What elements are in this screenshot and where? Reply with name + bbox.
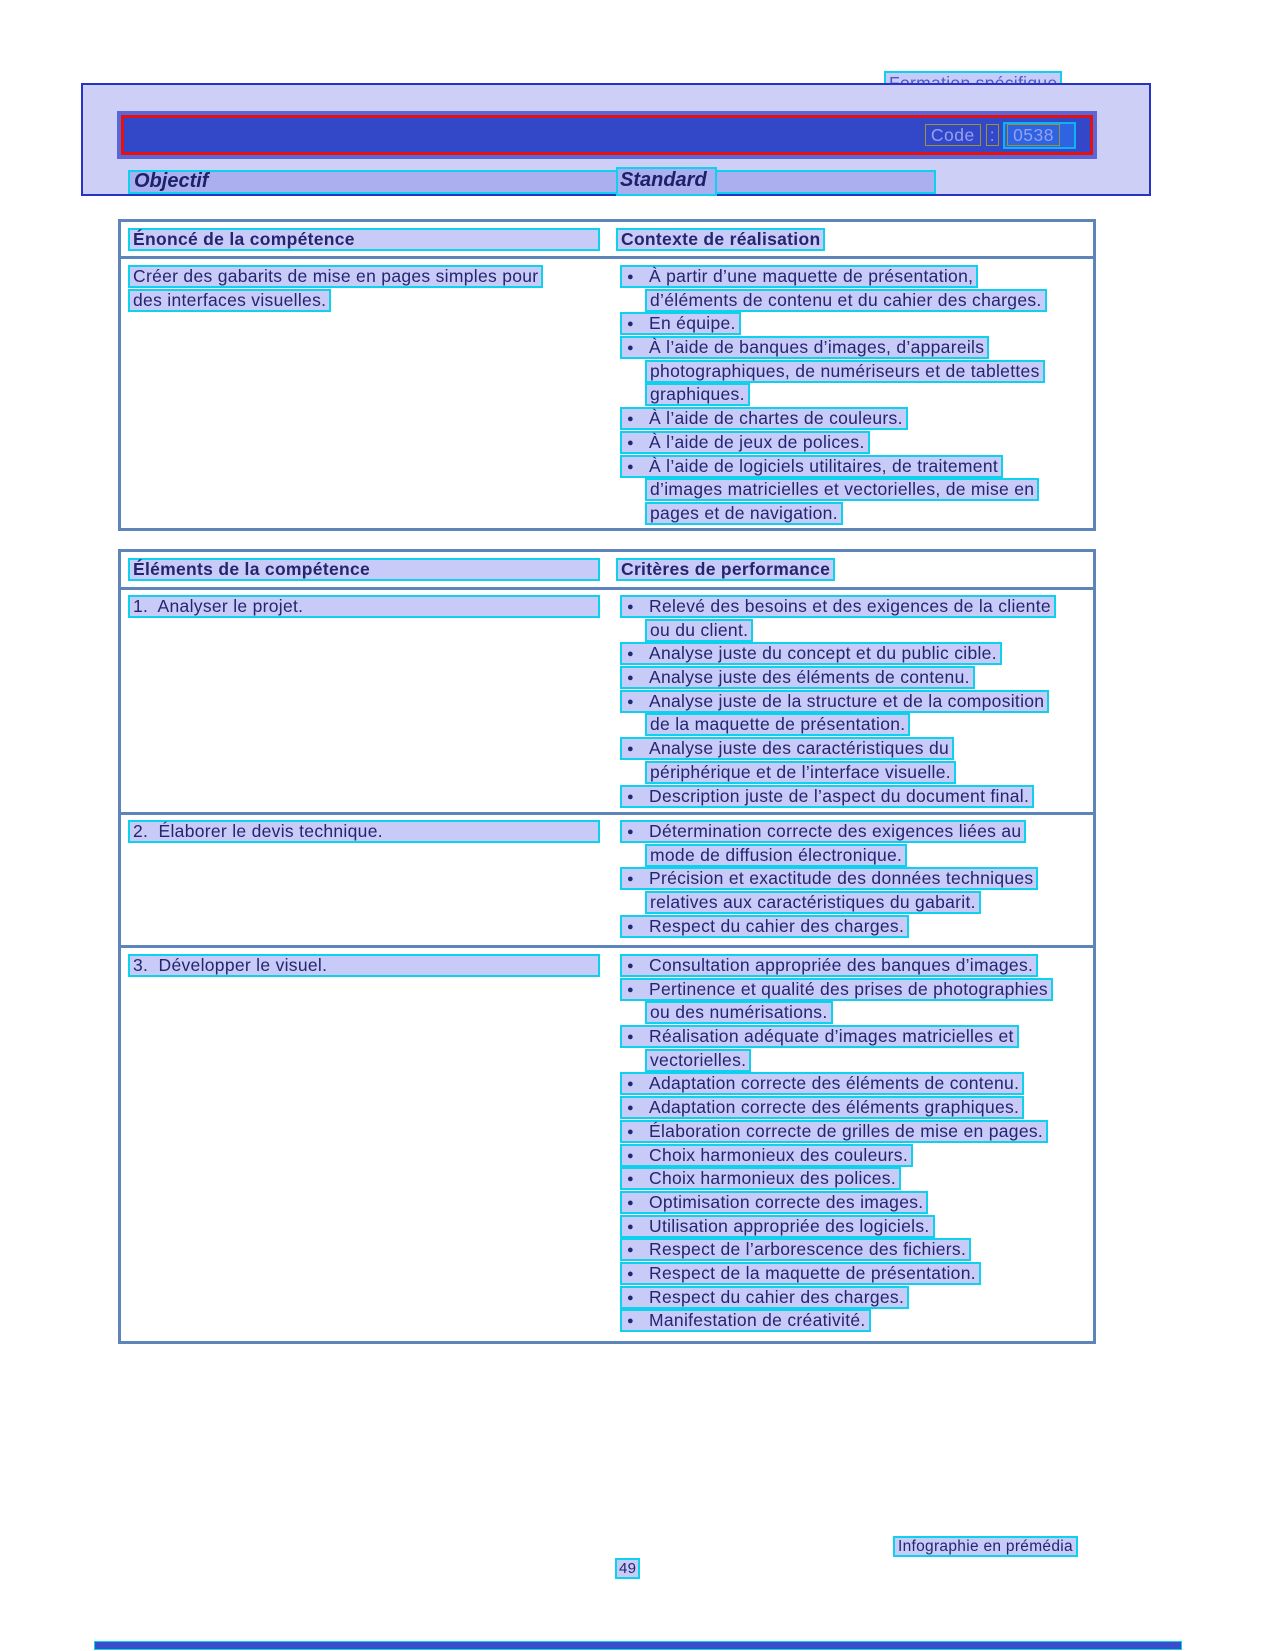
element-cell xyxy=(121,590,610,812)
criterion-line xyxy=(620,1025,1019,1048)
bullet-icon: ● xyxy=(627,271,634,283)
context-text: À partir d’une maquette de présentation, xyxy=(649,266,974,286)
bullet-icon: ● xyxy=(627,1173,634,1186)
criterion-text: Choix harmonieux des polices. xyxy=(649,1168,897,1189)
context-text: À l’aide de logiciels utilitaires, de traitement xyxy=(649,455,999,476)
context-line xyxy=(620,455,1003,478)
context-text: En équipe. xyxy=(649,313,736,334)
bullet-icon: ● xyxy=(627,1031,634,1044)
criterion-text: Analyse juste des caractéristiques du xyxy=(649,738,950,759)
bullet-icon: ● xyxy=(627,460,634,473)
bullet-icon: ● xyxy=(627,1220,634,1233)
criteria-cell xyxy=(610,948,1093,1338)
table-row xyxy=(121,815,1093,948)
bullet-icon: ● xyxy=(627,648,634,661)
criterion-text: Analyse juste de la structure et de la composition xyxy=(649,690,1045,711)
criterion-line xyxy=(620,1286,909,1309)
bullet-icon: ● xyxy=(627,790,634,803)
criterion-line xyxy=(620,1262,981,1285)
element-cell xyxy=(121,948,610,1338)
context-line xyxy=(620,336,989,359)
criterion-line xyxy=(620,1238,971,1261)
bullet-icon: ● xyxy=(627,873,634,886)
table1-header-right: Contexte de réalisation xyxy=(616,228,825,251)
criterion-line xyxy=(620,1144,913,1167)
table2-header-left: Éléments de la compétence xyxy=(128,558,600,581)
criterion-line xyxy=(620,666,975,689)
criterion-text: Détermination correcte des exigences liées au xyxy=(649,821,1022,841)
bullet-icon: ● xyxy=(627,1102,634,1115)
context-line xyxy=(620,407,908,430)
context-line: graphiques. xyxy=(645,383,750,406)
context-line: d’images matricielles et vectorielles, de mise en xyxy=(645,478,1039,501)
bullet-icon: ● xyxy=(627,920,634,933)
table2-header-right: Critères de performance xyxy=(616,558,835,581)
bullet-icon: ● xyxy=(627,436,634,449)
criterion-line xyxy=(620,642,1002,665)
bullet-icon: ● xyxy=(627,743,634,756)
context-text: À l’aide de banques d’images, d’appareils xyxy=(649,337,985,358)
criterion-line xyxy=(620,1191,928,1214)
bullet-icon: ● xyxy=(627,695,634,708)
criterion-line xyxy=(620,1309,871,1332)
criterion-text: Respect de la maquette de présentation. xyxy=(649,1262,976,1283)
criterion-text: Manifestation de créativité. xyxy=(649,1310,866,1331)
criterion-text: Description juste de l’aspect du document final. xyxy=(649,785,1030,806)
bottom-rule xyxy=(94,1641,1182,1650)
context-cell xyxy=(610,259,1093,525)
element-item: 2. Élaborer le devis technique. xyxy=(128,820,600,843)
criterion-line xyxy=(620,785,1034,808)
bullet-icon: ● xyxy=(627,318,634,331)
code-value-box xyxy=(1003,122,1076,149)
criterion-line xyxy=(620,1215,935,1238)
criterion-text: Pertinence et qualité des prises de photographies xyxy=(649,978,1048,999)
criterion-text: Adaptation correcte des éléments de contenu. xyxy=(649,1073,1020,1094)
criterion-line: vectorielles. xyxy=(645,1049,751,1072)
bullet-icon: ● xyxy=(627,342,634,355)
criterion-text: Adaptation correcte des éléments graphiques. xyxy=(649,1097,1020,1118)
criterion-line: périphérique et de l’interface visuelle. xyxy=(645,761,956,784)
element-item: 3. Développer le visuel. xyxy=(128,954,600,977)
context-text: À l’aide de jeux de polices. xyxy=(649,431,865,452)
table1-body xyxy=(121,259,1093,525)
objectif-label: Objectif xyxy=(134,170,209,192)
criterion-line: mode de diffusion électronique. xyxy=(645,844,907,867)
table-row xyxy=(121,590,1093,815)
criteria-cell xyxy=(610,590,1093,812)
context-line xyxy=(620,431,870,454)
context-line xyxy=(620,265,978,288)
code-separator: : xyxy=(986,124,999,146)
criterion-text: Élaboration correcte de grilles de mise en pages. xyxy=(649,1120,1044,1141)
table-row xyxy=(121,948,1093,1338)
context-line xyxy=(620,312,741,335)
competence-table xyxy=(118,219,1096,531)
bullet-icon: ● xyxy=(627,960,634,972)
element-cell xyxy=(121,815,610,945)
criterion-text: Respect de l’arborescence des fichiers. xyxy=(649,1239,967,1260)
objectif-standard-band xyxy=(128,170,936,194)
criterion-line: de la maquette de présentation. xyxy=(645,713,910,736)
criterion-text: Réalisation adéquate d’images matricielles et xyxy=(649,1026,1014,1047)
context-line: photographiques, de numériseurs et de tablettes xyxy=(645,360,1045,383)
bullet-icon: ● xyxy=(627,983,634,996)
footer-program-label: Infographie en prémédia xyxy=(893,1536,1078,1557)
criterion-text: Précision et exactitude des données techniques xyxy=(649,868,1034,889)
criterion-line xyxy=(620,595,1056,618)
criteria-cell xyxy=(610,815,1093,945)
bullet-icon: ● xyxy=(627,1078,634,1091)
header-panel xyxy=(81,83,1151,196)
bullet-icon: ● xyxy=(627,1149,634,1162)
bullet-icon: ● xyxy=(627,1125,634,1138)
bullet-icon: ● xyxy=(627,601,634,613)
context-text: À l’aide de chartes de couleurs. xyxy=(649,408,903,429)
page-number: 49 xyxy=(615,1558,640,1579)
criterion-line xyxy=(620,978,1053,1001)
criterion-line: ou des numérisations. xyxy=(645,1001,833,1024)
statement-line: Créer des gabarits de mise en pages simples pour xyxy=(128,265,543,288)
code-label: Code xyxy=(925,124,981,146)
bullet-icon: ● xyxy=(627,413,634,426)
criterion-line xyxy=(620,954,1038,977)
criterion-line: ou du client. xyxy=(645,619,753,642)
bullet-icon: ● xyxy=(627,1244,634,1257)
statement-cell xyxy=(121,259,610,525)
criterion-line xyxy=(620,1120,1048,1143)
bullet-icon: ● xyxy=(627,672,634,685)
criterion-line xyxy=(620,820,1026,843)
statement-line: des interfaces visuelles. xyxy=(128,289,331,312)
code-value: 0538 xyxy=(1007,124,1060,146)
table2-header xyxy=(121,552,1093,590)
bullet-icon: ● xyxy=(627,1267,634,1280)
bullet-icon: ● xyxy=(627,1291,634,1304)
criterion-text: Respect du cahier des charges. xyxy=(649,915,905,936)
criterion-text: Optimisation correcte des images. xyxy=(649,1191,924,1212)
criterion-text: Choix harmonieux des couleurs. xyxy=(649,1144,908,1165)
table1-header xyxy=(121,222,1093,259)
criterion-line xyxy=(620,1096,1024,1119)
criterion-line xyxy=(620,1072,1024,1095)
element-item: 1. Analyser le projet. xyxy=(128,595,600,618)
criterion-line xyxy=(620,1167,901,1190)
code-bar xyxy=(121,115,1093,155)
criterion-text: Consultation appropriée des banques d’images. xyxy=(649,955,1034,975)
elements-table xyxy=(118,549,1096,1344)
criterion-line: relatives aux caractéristiques du gabarit. xyxy=(645,891,981,914)
criterion-text: Relevé des besoins et des exigences de la cliente xyxy=(649,596,1051,616)
bullet-icon: ● xyxy=(627,1315,634,1328)
context-line: d’éléments de contenu et du cahier des charges. xyxy=(645,289,1047,312)
criterion-text: Analyse juste des éléments de contenu. xyxy=(649,667,970,688)
standard-label: Standard xyxy=(616,167,717,196)
criterion-line xyxy=(620,915,909,938)
criterion-text: Utilisation appropriée des logiciels. xyxy=(649,1215,930,1236)
criterion-line xyxy=(620,737,954,760)
bullet-icon: ● xyxy=(627,826,634,838)
table1-header-left: Énoncé de la compétence xyxy=(128,228,600,251)
context-line: pages et de navigation. xyxy=(645,502,843,525)
criterion-text: Respect du cahier des charges. xyxy=(649,1286,905,1307)
bullet-icon: ● xyxy=(627,1196,634,1209)
criterion-line xyxy=(620,867,1038,890)
criterion-text: Analyse juste du concept et du public cible. xyxy=(649,643,997,664)
criterion-line xyxy=(620,690,1049,713)
